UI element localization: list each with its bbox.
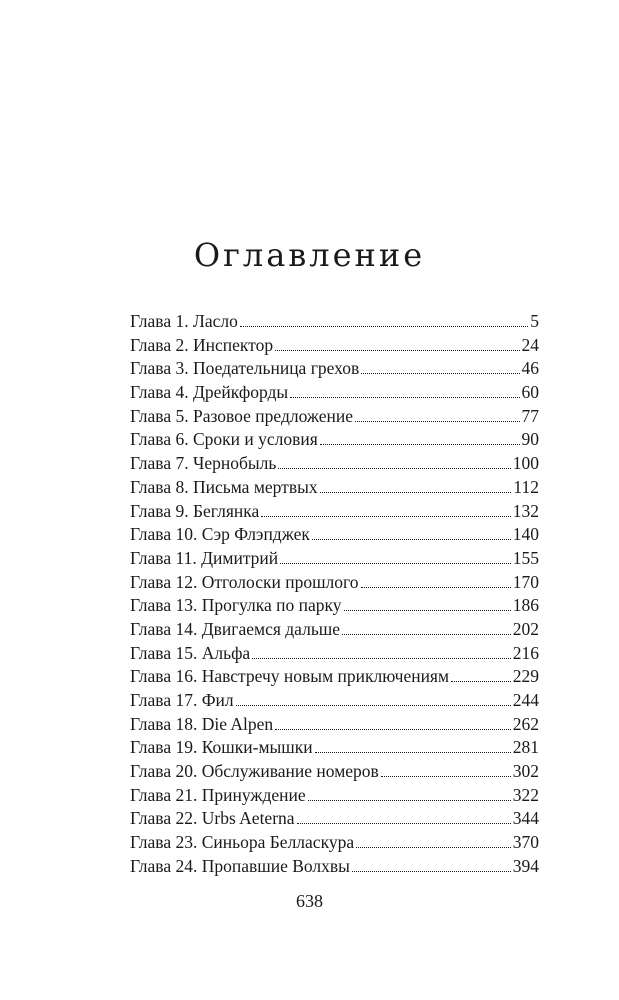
toc-entry-title: Глава 3. Поедательница грехов <box>130 358 360 379</box>
toc-entry-title: Глава 13. Прогулка по парку <box>130 595 342 616</box>
toc-entry-page: 155 <box>512 547 539 568</box>
toc-leader-dots <box>275 350 519 351</box>
toc-entry-page: 344 <box>512 808 539 829</box>
toc-entry-title: Глава 19. Кошки-мышки <box>130 737 313 758</box>
toc-entry-title: Глава 12. Отголоски прошлого <box>130 571 359 592</box>
toc-entry <box>130 381 539 405</box>
toc-entry <box>130 594 539 618</box>
toc-entry-title: Глава 24. Пропавшие Волхвы <box>130 855 350 876</box>
toc-entry-title: Глава 22. Urbs Aeterna <box>130 808 295 829</box>
toc-entry <box>130 760 539 784</box>
toc-entry-page: 229 <box>512 666 539 687</box>
toc-leader-dots <box>240 326 528 327</box>
toc-entry <box>130 334 539 358</box>
toc-entry <box>130 784 539 808</box>
toc-entry-title: Глава 7. Чернобыль <box>130 453 277 474</box>
toc-entry-title: Глава 20. Обслуживание номеров <box>130 761 379 782</box>
toc-entry-title: Глава 2. Инспектор <box>130 334 274 355</box>
toc-entry <box>130 855 539 879</box>
toc-leader-dots <box>361 587 511 588</box>
toc-entry-page: 5 <box>530 311 539 331</box>
page-number: 638 <box>296 891 323 911</box>
toc-leader-dots <box>320 492 512 493</box>
toc-entry <box>130 310 539 334</box>
toc-entry-page: 170 <box>512 571 539 592</box>
toc-leader-dots <box>312 539 511 540</box>
toc-entry-title: Глава 18. Die Alpen <box>130 713 274 734</box>
toc-entry-page: 281 <box>512 737 539 758</box>
toc-entry <box>130 428 539 452</box>
toc-entry <box>130 642 539 666</box>
toc-entry-page: 46 <box>521 358 539 379</box>
toc-entry <box>130 500 539 524</box>
toc-entry <box>130 831 539 855</box>
toc-entry-title: Глава 4. Дрейкфорды <box>130 382 289 403</box>
toc-entry-page: 186 <box>512 595 539 616</box>
toc-entry <box>130 405 539 429</box>
toc-entry <box>130 689 539 713</box>
toc-entry-page: 262 <box>512 713 539 734</box>
toc-leader-dots <box>355 421 519 422</box>
toc-leader-dots <box>290 397 519 398</box>
toc-leader-dots <box>361 373 519 374</box>
toc-entry <box>130 476 539 500</box>
toc-entry <box>130 665 539 689</box>
toc-entry <box>130 571 539 595</box>
toc-entry-title: Глава 6. Сроки и условия <box>130 429 318 450</box>
toc-leader-dots <box>315 752 511 753</box>
toc-entry-page: 140 <box>512 524 539 545</box>
toc-leader-dots <box>320 444 520 445</box>
toc-entry <box>130 736 539 760</box>
toc-leader-dots <box>252 658 511 659</box>
toc-leader-dots <box>344 610 511 611</box>
toc-leader-dots <box>352 871 511 872</box>
toc-entry-page: 394 <box>512 855 539 876</box>
toc-entry-page: 112 <box>513 476 539 497</box>
toc-entry-title: Глава 9. Беглянка <box>130 500 260 521</box>
toc-leader-dots <box>356 847 511 848</box>
toc-entry-page: 100 <box>512 453 539 474</box>
toc-entry-page: 60 <box>521 382 539 403</box>
toc-entry-title: Глава 16. Навстречу новым приключениям <box>130 666 450 687</box>
toc-entry-page: 216 <box>512 642 539 663</box>
toc-entry-page: 202 <box>512 618 539 639</box>
toc-leader-dots <box>381 776 511 777</box>
toc-leader-dots <box>261 516 511 517</box>
toc-entry <box>130 713 539 737</box>
toc-entry-title: Глава 17. Фил <box>130 690 234 710</box>
toc-entry-title: Глава 8. Письма мертвых <box>130 476 318 497</box>
toc-entry-title: Глава 10. Сэр Флэпджек <box>130 524 310 545</box>
toc-entry <box>130 523 539 547</box>
toc-entry <box>130 618 539 642</box>
table-of-contents <box>130 310 539 879</box>
toc-entry-page: 132 <box>512 500 539 521</box>
toc-entry-title: Глава 15. Альфа <box>130 642 251 663</box>
toc-entry-title: Глава 23. Синьора Белласкура <box>130 832 355 853</box>
toc-entry-page: 370 <box>512 832 539 853</box>
toc-entry <box>130 807 539 831</box>
toc-entry-page: 244 <box>512 690 539 710</box>
toc-entry-title: Глава 1. Ласло <box>130 311 238 331</box>
toc-leader-dots <box>275 729 511 730</box>
toc-entry-page: 322 <box>512 784 539 805</box>
toc-entry <box>130 547 539 571</box>
toc-entry-page: 302 <box>512 761 539 782</box>
toc-entry-title: Глава 14. Двигаемся дальше <box>130 618 341 639</box>
toc-entry <box>130 452 539 476</box>
toc-entry-title: Глава 11. Димитрий <box>130 547 279 568</box>
toc-entry-title: Глава 21. Принуждение <box>130 784 306 805</box>
toc-entry-page: 24 <box>521 334 539 355</box>
toc-leader-dots <box>308 800 511 801</box>
toc-entry-page: 77 <box>521 405 539 426</box>
toc-leader-dots <box>236 705 511 706</box>
toc-entry-page: 90 <box>521 429 539 450</box>
toc-entry <box>130 357 539 381</box>
page-title: Оглавление <box>193 236 426 275</box>
toc-leader-dots <box>342 634 511 635</box>
toc-leader-dots <box>280 563 511 564</box>
toc-leader-dots <box>451 681 511 682</box>
toc-leader-dots <box>297 823 511 824</box>
toc-entry-title: Глава 5. Разовое предложение <box>130 405 354 426</box>
toc-leader-dots <box>278 468 510 469</box>
